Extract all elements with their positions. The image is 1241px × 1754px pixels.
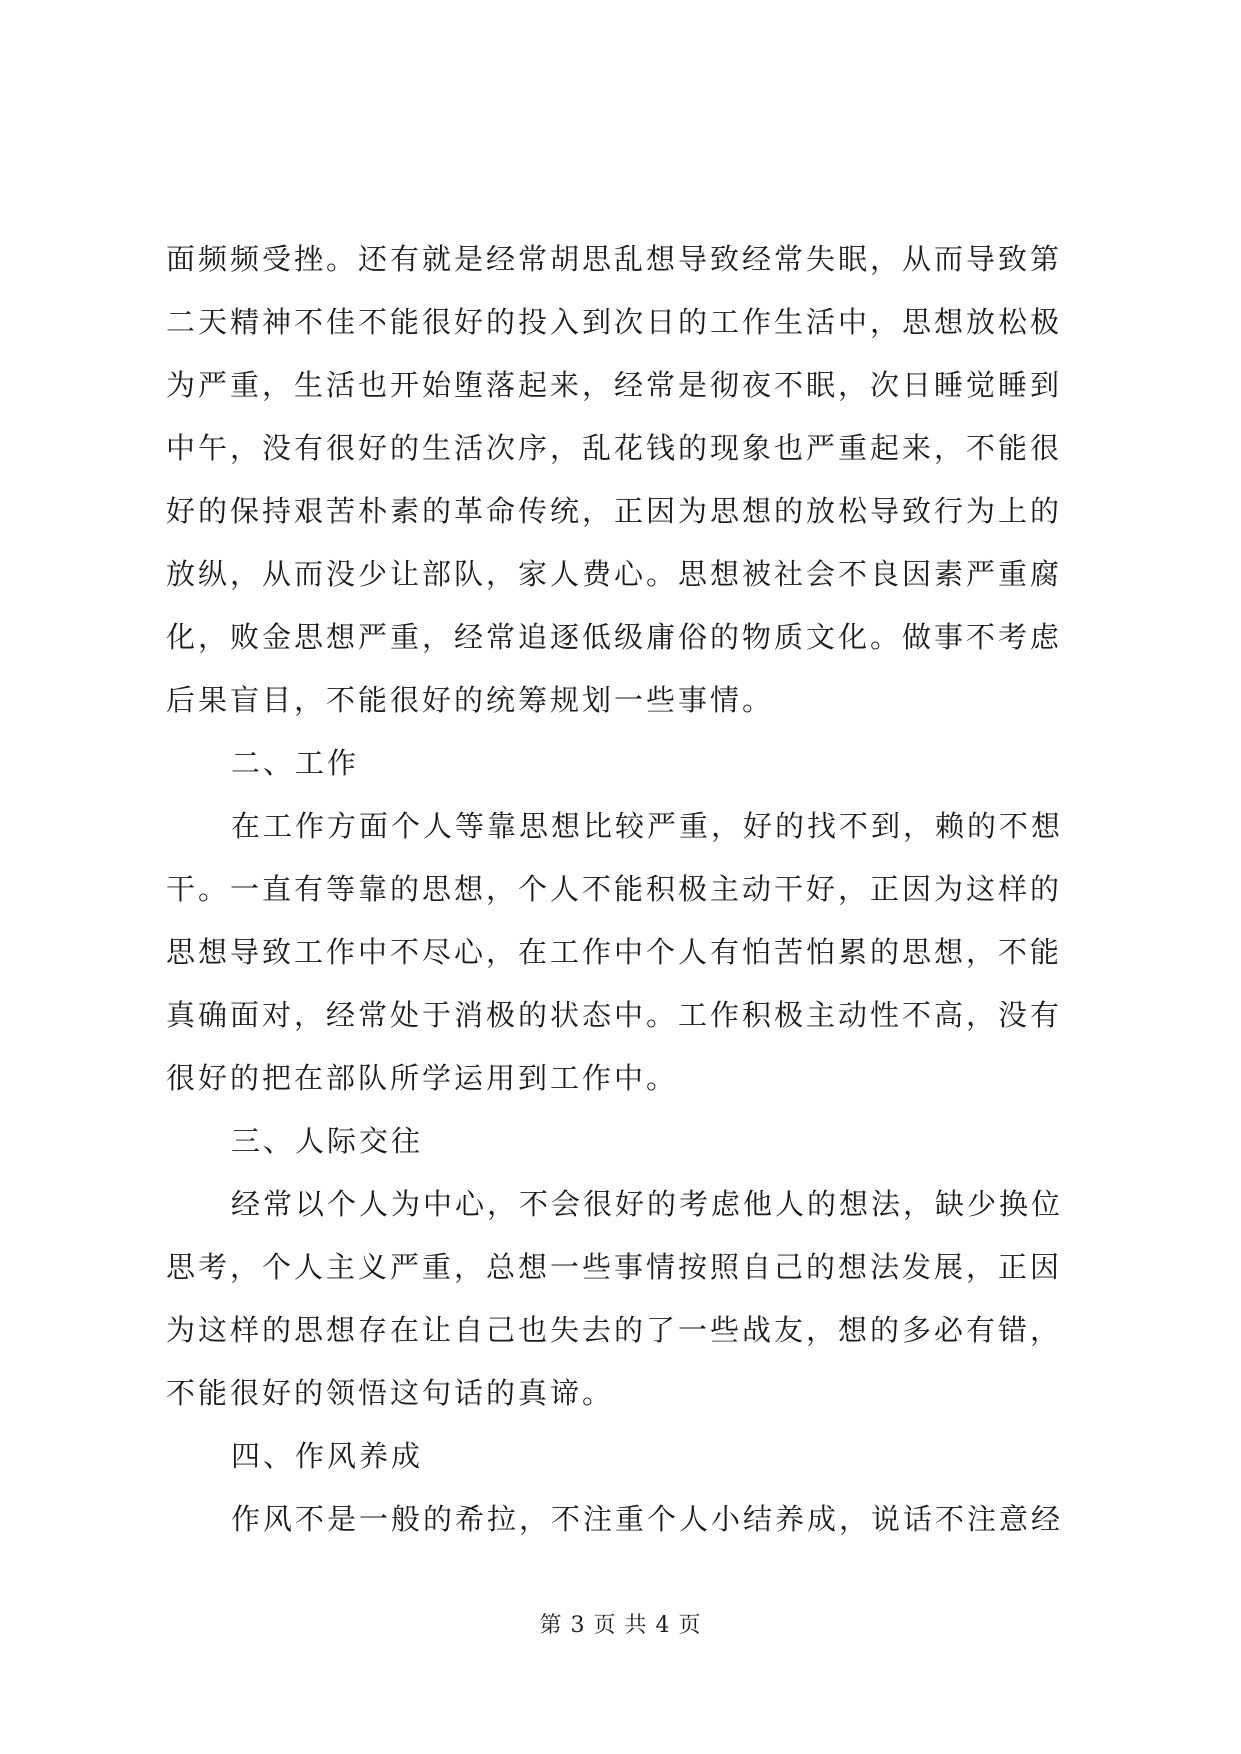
body-line: 为严重，生活也开始堕落起来，经常是彻夜不眠，次日睡觉睡到 — [166, 368, 1063, 402]
body-line: 二天精神不佳不能很好的投入到次日的工作生活中，思想放松极 — [166, 305, 1063, 339]
body-line: 思想导致工作中不尽心，在工作中个人有怕苦怕累的思想，不能 — [166, 935, 1063, 969]
body-line: 思考，个人主义严重，总想一些事情按照自己的想法发展，正因 — [166, 1250, 1063, 1284]
body-line: 为这样的思想存在让自己也失去的了一些战友，想的多必有错， — [166, 1313, 1063, 1347]
section-heading-work: 二、工作 — [231, 746, 360, 780]
body-line: 放纵，从而没少让部队，家人费心。思想被社会不良因素严重腐 — [166, 557, 1063, 591]
body-line: 很好的把在部队所学运用到工作中。 — [166, 1061, 679, 1095]
section-heading-interpersonal: 三、人际交往 — [231, 1124, 424, 1158]
body-line: 不能很好的领悟这句话的真谛。 — [166, 1376, 615, 1410]
body-line: 后果盲目，不能很好的统筹规划一些事情。 — [166, 683, 775, 717]
document-body — [166, 228, 1086, 1551]
section-heading-style: 四、作风养成 — [231, 1439, 424, 1473]
page-number-footer: 第 3 页 共 4 页 — [539, 1613, 702, 1638]
paragraph-start-line: 经常以个人为中心，不会很好的考虑他人的想法，缺少换位 — [231, 1187, 1064, 1221]
body-line: 干。一直有等靠的思想，个人不能积极主动干好，正因为这样的 — [166, 872, 1063, 906]
body-line: 化，败金思想严重，经常追逐低级庸俗的物质文化。做事不考虑 — [166, 620, 1063, 654]
body-line: 面频频受挫。还有就是经常胡思乱想导致经常失眠，从而导致第 — [166, 242, 1063, 276]
body-line: 好的保持艰苦朴素的革命传统，正因为思想的放松导致行为上的 — [166, 494, 1063, 528]
paragraph-start-line: 在工作方面个人等靠思想比较严重，好的找不到，赖的不想 — [231, 809, 1064, 843]
body-line: 中午，没有很好的生活次序，乱花钱的现象也严重起来，不能很 — [166, 431, 1063, 465]
body-line: 真确面对，经常处于消极的状态中。工作积极主动性不高，没有 — [166, 998, 1063, 1032]
paragraph-start-line: 作风不是一般的希拉，不注重个人小结养成，说话不注意经 — [231, 1502, 1064, 1536]
